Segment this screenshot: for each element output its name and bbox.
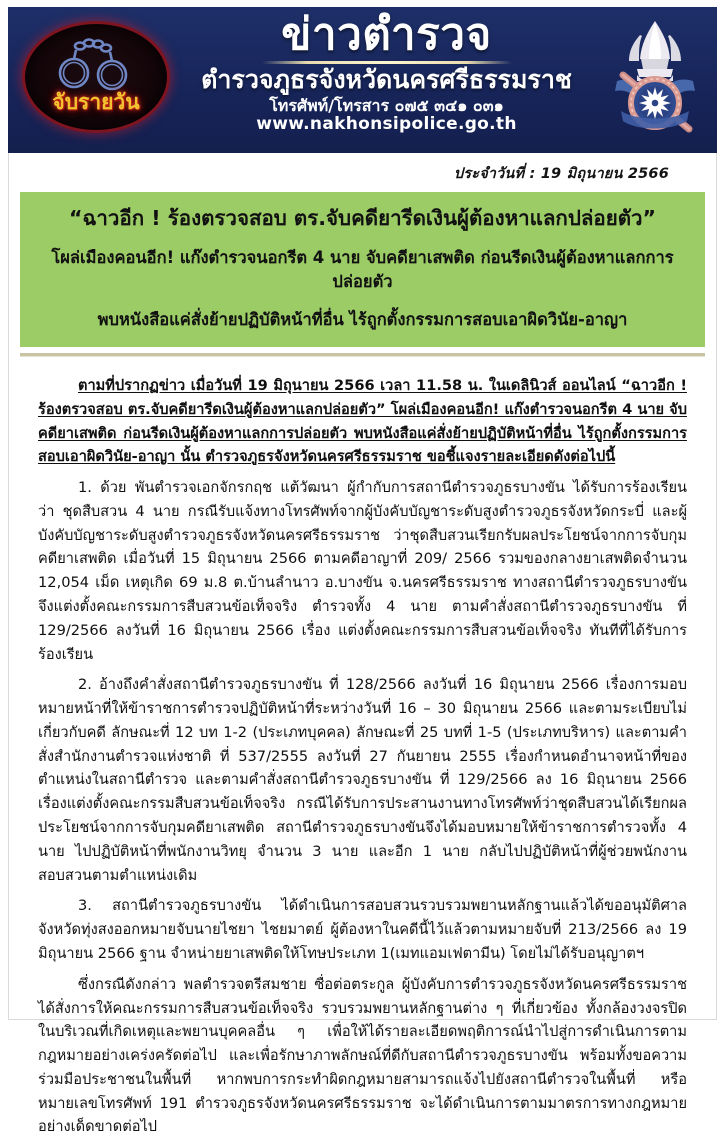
royal-thai-police-emblem-icon	[607, 17, 703, 143]
masthead-divider	[262, 61, 512, 64]
paragraph-item-3: 3. สถานีตำรวจภูธรบางขัน ได้ดำเนินการสอบสวนรวบรวมพยานหลักฐานแล้วได้ขออนุมัติศาลจังหวัดทุ่งสงออกหมายจับนายไชยา ไชยมาตย์ ผู้ต้องหาในคดีนี้ไว้แล้วตามหมายจับที่ 213/2566 ลง 19 มิถุนายน 2566 ฐาน จำหน่ายยาเสพติดให้โทษประเภท 1(เมทแอมเฟตามีน) โดยไม่ได้รับอนุญาตฯ	[38, 897, 687, 962]
headline-subheading-1: โผล่เมืองคอนอีก! แก๊งตำรวจนอกรีต 4 นาย จับคดียาเสพติด ก่อนรีดเงินผู้ต้องหาแลกการปล่อยตัว	[51, 247, 674, 292]
masthead-subtitle: ตำรวจภูธรจังหวัดนครศรีธรรมราช	[201, 65, 572, 94]
paragraph-item-1: 1. ด้วย พันตำรวจเอกจักรกฤช แต้วัฒนา ผู้กำกับการสถานีตำรวจภูธรบางขัน ได้รับการร้องเรียน ว่า ชุดสืบสวน 4 นาย กรณีรับแจ้งทางโทรศัพท์จากผู้บังคับบัญชาระดับสูงตำรวจภูธรจังหวัดกระบี่ และผู้บังคับบัญชาระดับสูงตำรวจภูธรจังหวัดนครศรีธรรมราช ว่าชุดสืบสวนเรียกรับผลประโยชน์จากการจับกุมคดียาเสพติด เมื่อวันที่ 15 มิถุนายน 2566 ตามคดีอาญาที่ 209/ 2566 รวมของกลางยาเสพติดจำนวน 12,054 เม็ด เหตุเกิด 69 ม.8 ต.บ้านลำนาว อ.บางขัน จ.นครศรีธรรมราช ทางสถานีตำรวจภูธรบางขัน จึงแต่งตั้งคณะกรรมการสืบสวนข้อเท็จจริง ตำรวจทั้ง 4 นาย ตามคำสั่งสถานีตำรวจภูธรบางขัน ที่ 129/2566 ลงวันที่ 16 มิถุนายน 2566 เรื่อง แต่งตั้งคณะกรรมการสืบสวนข้อเท็จจริง ทันทีที่ได้รับการร้องเรียน	[38, 479, 687, 663]
paragraph-lead: ตามที่ปรากฏข่าว เมื่อวันที่ 19 มิถุนายน 2566 เวลา 11.58 น. ในเดลินิวส์ ออนไลน์ “ฉาวอีก ! ร้องตรวจสอบ ตร.จับคดียารีดเงินผู้ต้องหาแลกปล่อยตัว” โผล่เมืองคอนอีก! แก๊งตำรวจนอกรีต 4 นาย จับคดียาเสพติด ก่อนรีดเงินผู้ต้องหาแลกการปล่อยตัว พบหนังสือแค่สั่งย้ายปฏิบัติหน้าที่อื่น ไร้ถูกตั้งกรรมการสอบเอาผิดวินัย-อาญา นั้น ตำรวจภูธรจังหวัดนครศรีธรรมราช ขอชี้แจงรายละเอียดดังต่อไปนี้	[38, 376, 687, 466]
headline-block	[20, 192, 705, 347]
publication-dateline: ประจำวันที่ : 19 มิถุนายน 2566	[453, 166, 669, 182]
logo-thai-text: จับรายวัน	[52, 90, 140, 114]
headline-subheading-2: พบหนังสือแค่สั่งย้ายปฏิบัติหน้าที่อื่น ไร้ถูกตั้งกรรมการสอบเอาผิดวินัย-อาญา	[97, 310, 628, 330]
article-body	[8, 357, 717, 1139]
masthead-text-group	[176, 9, 597, 134]
masthead-website[interactable]: www.nakhonsipolice.go.th	[256, 114, 517, 134]
paragraph-item-2: 2. อ้างถึงคำสั่งสถานีตำรวจภูธรบางขัน ที่ 128/2566 ลงวันที่ 16 มิถุนายน 2566 เรื่องการมอบหมายหน้าที่ให้ข้าราชการตำรวจปฏิบัติหน้าที่ระหว่างวันที่ 16 – 30 มิถุนายน 2566 และตามระเบียบไม่เกี่ยวกับคดี ลักษณะที่ 12 บท 1-2 (ประเภทบุคคล) ลักษณะที่ 25 บทที่ 1-5 (ประเภทบริหาร) และตามคำสั่งสำนักงานตำรวจแห่งชาติ ที่ 537/2555 ลงวันที่ 27 กันยายน 2555 เรื่องกำหนดอำนาจหน้าที่ของตำแหน่งในสถานีตำรวจ และตามคำสั่งสถานีตำรวจภูธรบางขัน ที่ 129/2566 ลง 16 มิถุนายน 2566 เรื่องแต่งตั้งคณะกรรมสืบสวนข้อเท็จจริง กรณีได้รับการประสานงานทางโทรศัพท์ว่าชุดสืบสวนได้เรียกผลประโยชน์จากการจับกุมคดียาเสพติด สถานีตำรวจภูธรบางขันจึงได้มอบหมายให้ข้าราชการตำรวจทั้ง 4 นาย ไปปฏิบัติหน้าที่พนักงานวิทยุ จำนวน 3 นาย และอีก 1 นาย กลับไปปฏิบัติหน้าที่ผู้ช่วยพนักงานสอบสวนตามตำแหน่งเดิม	[38, 676, 687, 884]
jabraiwan-logo	[22, 21, 170, 133]
masthead-phone: โทรศัพท์/โทรสาร ๐๗๕ ๓๔๑ ๐๓๑	[269, 96, 504, 115]
headline-main: “ฉาวอีก ! ร้องตรวจสอบ ตร.จับคดียารีดเงินผู้ต้องหาแลกปล่อยตัว”	[68, 206, 657, 230]
masthead-banner	[8, 7, 717, 153]
masthead-title: ข่าวตำรวจ	[281, 9, 492, 60]
paragraph-closing: ซึ่งกรณีดังกล่าว พลตำรวจตรีสมชาย ซื่อต่อตระกูล ผู้บังคับการตำรวจภูธรจังหวัดนครศรีธรรมราช ได้สั่งการให้คณะกรรมการสืบสวนข้อเท็จจริง รวบรวมพยานหลักฐานต่าง ๆ ที่เกี่ยวข้อง ทั้งกล้องวงจรปิดในบริเวณที่เกิดเหตุและพยานบุคคลอื่น ๆ เพื่อให้ได้รายละเอียดพฤติการณ์นำไปสู่การดำเนินการตามกฎหมายอย่างเคร่งครัดต่อไป และเพื่อรักษาภาพลักษณ์ที่ดีกับสถานีตำรวจภูธรบางขัน พร้อมทั้งขอความร่วมมือประชาชนในพื้นที่ หากพบการกระทำผิดกฎหมายสามารถแจ้งไปยังสถานีตำรวจในพื้นที่ หรือหมายเลขโทรศัพท์ 191 ตำรวจภูธรจังหวัดนครศรีธรรมราช จะได้ดำเนินการตามมาตรการทางกฎหมายอย่างเด็ดขาดต่อไป	[38, 975, 687, 1136]
